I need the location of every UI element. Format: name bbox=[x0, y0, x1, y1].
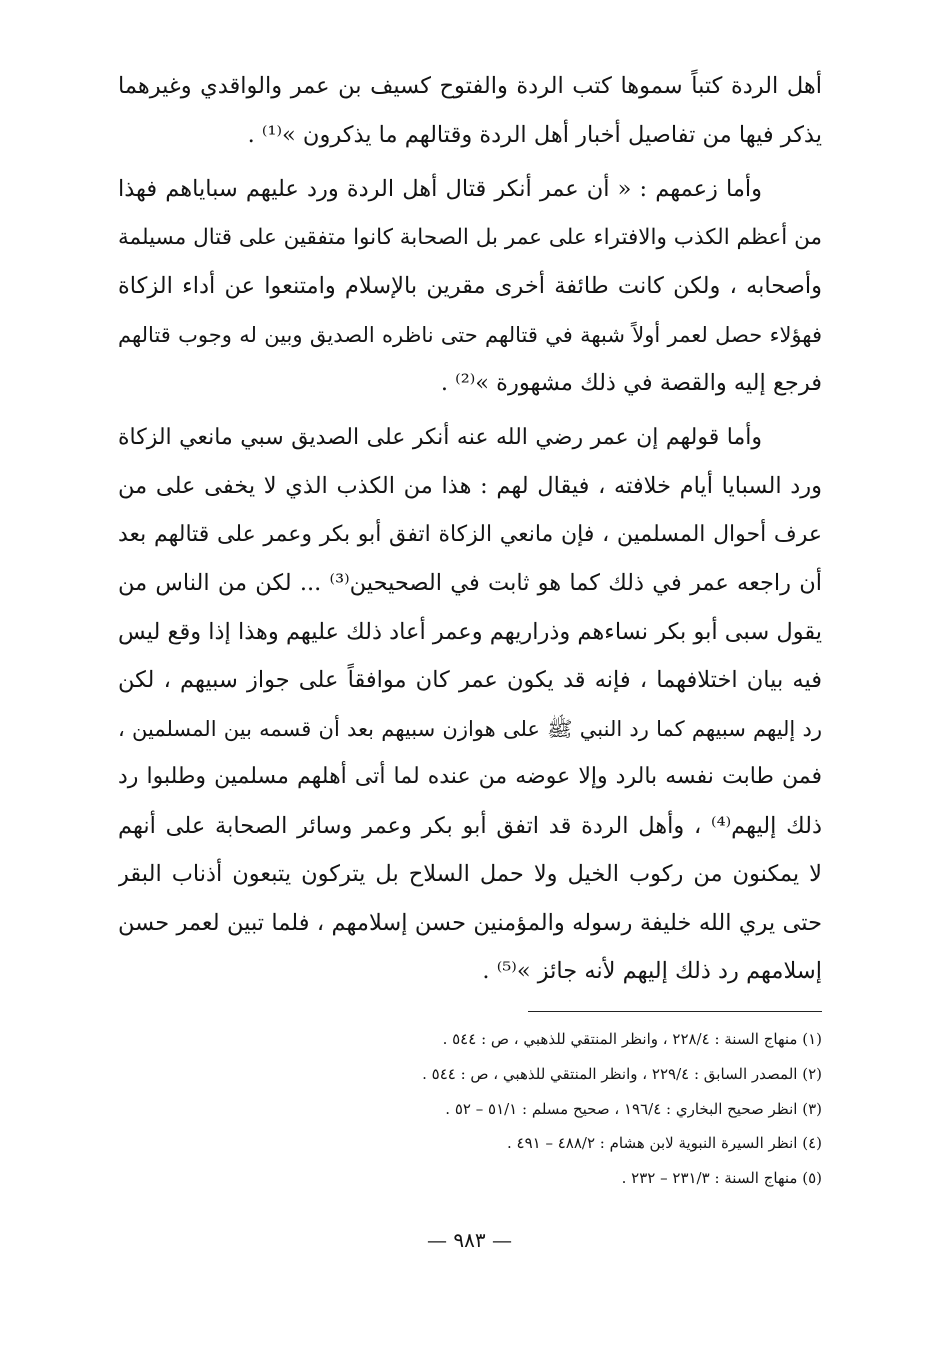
text-line: أن راجعه عمر في ذلك كما هو ثابت في الصحيحين⁽³⁾ ... لكن من الناس من bbox=[118, 570, 822, 596]
text-line: فيه بيان اختلافهما ، فإنه قد يكون عمر كان موافقاً على جواز سبيهم ، لكن bbox=[118, 667, 822, 693]
text-line: فمن طابت نفسه بالرد وإلا عوضه من عنده لما أتى أهلهم مسلمين وطلبوا رد bbox=[118, 764, 822, 789]
text-line: يقول سبى أبو بكر نساءهم وذراريهم وعمر أعاد ذلك عليهم وهذا إذا وقع ليس bbox=[118, 618, 822, 645]
text-line: عرف أحوال المسلمين ، فإن مانعي الزكاة اتفق أبو بكر وعمر على قتالهم بعد bbox=[118, 521, 822, 547]
main-text bbox=[118, 62, 822, 996]
text-line: فهؤلاء حصل لعمر أولاً شبهة في قتالهم حتى ناظره الصديق وبين له وجوب قتالهم bbox=[118, 322, 822, 347]
text-line: ورد السبايا أيام خلافته ، فيقال لهم : هذا من الكذب الذي لا يخفى على من bbox=[118, 473, 822, 499]
footnote-5: (٥) منهاج السنة : ٢٣١/٣ – ٢٣٢ . bbox=[621, 1169, 822, 1188]
text-line: لا يمكنون من ركوب الخيل ولا حمل السلاح بل يتركون يتبعون أذناب البقر bbox=[118, 861, 822, 887]
paragraph-start-line: وأما زعمهم : « أن عمر أنكر قتال أهل الردة ورد عليهم سباياهم فهذا bbox=[118, 176, 762, 202]
text-line: رد إليهم سبيهم كما رد النبي ﷺ على هوازن سبيهم بعد أن قسمه بين المسلمين ، bbox=[118, 716, 822, 741]
footnote-1: (١) منهاج السنة : ٢٢٨/٤ ، وانظر المنتقي للذهبي ، ص : ٥٤٤ . bbox=[442, 1030, 822, 1048]
footnote-separator bbox=[528, 1011, 822, 1012]
paragraph-start-line: وأما قولهم إن عمر رضي الله عنه أنكر على الصديق سبي مانعي الزكاة bbox=[118, 424, 762, 450]
page-number: — ٩٨٣ — bbox=[427, 1228, 512, 1252]
text-line: إسلامهم رد ذلك إليهم لأنه جائز »⁽⁵⁾ . bbox=[482, 958, 822, 984]
footnote-3: (٣) انظر صحيح البخاري : ١٩٦/٤ ، صحيح مسلم : ٥١/١ – ٥٢ . bbox=[445, 1099, 822, 1118]
text-line: يذكر فيها من تفاصيل أخبار أهل الردة وقتالهم ما يذكرون »⁽¹⁾ . bbox=[247, 121, 822, 148]
footnote-4: (٤) انظر السيرة النبوية لابن هشام : ٤٨٨/٢ – ٤٩١ . bbox=[506, 1134, 822, 1153]
text-line: من أعظم الكذب والافتراء على عمر بل الصحابة كانوا متفقين على قتال مسيلمة bbox=[118, 224, 822, 250]
text-line: ذلك إليهم⁽⁴⁾ ، وأهل الردة قد اتفق أبو بكر وعمر وسائر الصحابة على أنهم bbox=[118, 812, 822, 839]
text-line: وأصحابه ، ولكن كانت طائفة أخرى مقرين بالإسلام وامتنعوا عن أداء الزكاة bbox=[118, 273, 822, 299]
text-line: حتى يري الله خليفة رسوله والمؤمنين حسن إسلامهم ، فلما تبين لعمر حسن bbox=[118, 909, 822, 936]
footnote-2: (٢) المصدر السابق : ٢٢٩/٤ ، وانظر المنتقي للذهبي ، ص : ٥٤٤ . bbox=[422, 1064, 822, 1083]
text-line: فرجع إليه والقصة في ذلك مشهورة »⁽²⁾ . bbox=[440, 370, 822, 396]
text-line: أهل الردة كتباً سموها كتب الردة والفتوح كسيف بن عمر والواقدي وغيرهما bbox=[118, 73, 822, 99]
footnotes bbox=[300, 1022, 822, 1196]
